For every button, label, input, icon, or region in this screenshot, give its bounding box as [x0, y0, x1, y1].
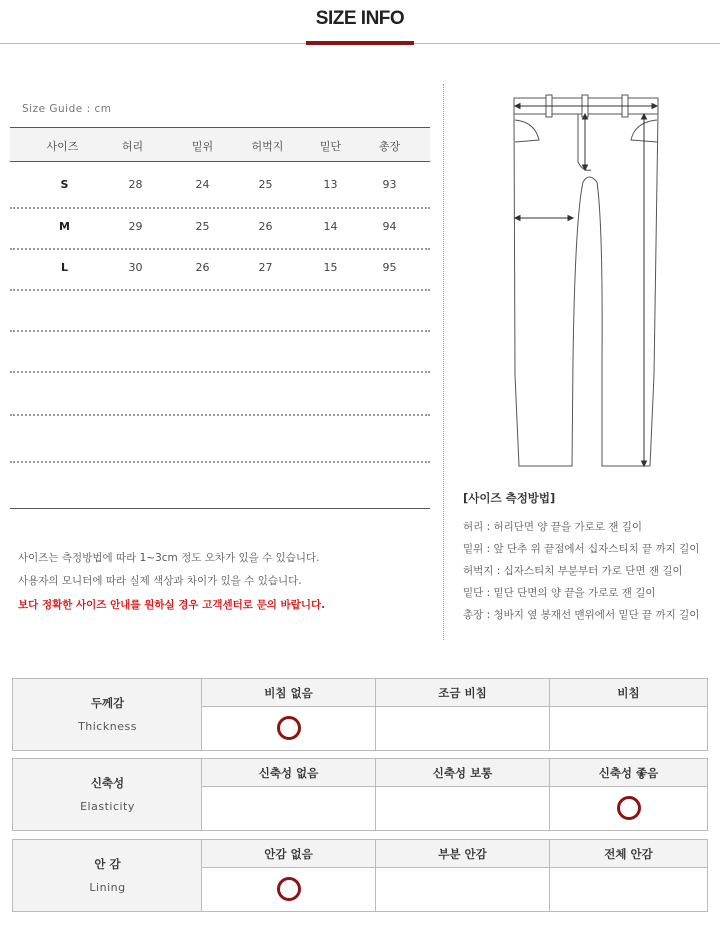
option-label: 비침: [550, 679, 707, 707]
column-header-length: 총장: [378, 140, 401, 153]
measuring-line-waist: 허리 : 허리단면 양 끝을 가로로 잰 길이: [463, 521, 643, 533]
hem-cell: 13: [323, 178, 338, 191]
column-header-rise: 밑위: [191, 140, 214, 153]
note-monitor-color: 사용자의 모니터에 따라 실제 색상과 차이가 있을 수 있습니다.: [18, 575, 302, 587]
page-title: SIZE INFO: [315, 8, 405, 29]
hem-cell: 15: [323, 261, 338, 274]
elasticity-option-none: [202, 759, 376, 830]
thigh-cell: 25: [258, 178, 273, 191]
size-guide-label: Size Guide : cm: [22, 103, 112, 115]
size-cell: S: [60, 178, 69, 191]
elasticity-option-good: [550, 759, 707, 830]
thickness-label-cell: [13, 679, 202, 750]
size-cell: M: [59, 220, 70, 233]
row-divider: [10, 289, 430, 291]
thickness-table: [12, 678, 708, 751]
column-header-waist: 허리: [121, 140, 144, 153]
lining-option-none: [202, 840, 376, 911]
size-cell: L: [60, 261, 68, 274]
waist-cell: 29: [128, 220, 143, 233]
elasticity-label-en: Elasticity: [80, 800, 135, 813]
pants-diagram-icon: [505, 90, 665, 472]
row-divider: [10, 461, 430, 463]
row-divider: [10, 330, 430, 332]
column-header-hem: 밑단: [319, 140, 342, 153]
table-row: [10, 166, 430, 207]
thickness-label-en: Thickness: [78, 720, 137, 733]
elasticity-label-cell: [13, 759, 202, 830]
thickness-option-see-through: [550, 679, 707, 750]
circle-outline-icon: [617, 796, 641, 820]
option-label: 안감 없음: [202, 840, 375, 868]
measuring-method-title: [사이즈 측정방법]: [463, 491, 556, 505]
measuring-line-hem: 밑단 : 밑단 단면의 양 끝을 가로로 잰 길이: [463, 587, 656, 599]
notice-contact-service: 보다 정확한 사이즈 안내를 원하실 경우 고객센터로 문의 바랍니다.: [18, 599, 326, 611]
waist-cell: 30: [128, 261, 143, 274]
column-header-size: 사이즈: [46, 140, 79, 153]
circle-outline-icon: [277, 716, 301, 740]
row-divider: [10, 371, 430, 373]
lining-label-cell: [13, 840, 202, 911]
waist-cell: 28: [128, 178, 143, 191]
thickness-label: 두께감: [90, 696, 125, 710]
hem-cell: 14: [323, 220, 338, 233]
thigh-cell: 27: [258, 261, 273, 274]
option-label: 전체 안감: [550, 840, 707, 868]
length-cell: 95: [382, 261, 397, 274]
option-label: 신축성 보통: [376, 759, 549, 787]
section-divider: [443, 84, 444, 640]
lining-option-full: [550, 840, 707, 911]
length-cell: 94: [382, 220, 397, 233]
length-cell: 93: [382, 178, 397, 191]
option-label: 신축성 없음: [202, 759, 375, 787]
header-accent-bar: [306, 41, 414, 45]
thickness-option-slight: [376, 679, 550, 750]
note-measurement-error: 사이즈는 측정방법에 따라 1~3cm 정도 오차가 있을 수 있습니다.: [18, 552, 320, 564]
lining-table: [12, 839, 708, 912]
option-label: 조금 비침: [376, 679, 549, 707]
measuring-line-length: 총장 : 청바지 옆 봉재선 맨위에서 밑단 끝 까지 길이: [463, 609, 700, 621]
thigh-cell: 26: [258, 220, 273, 233]
rise-cell: 25: [195, 220, 210, 233]
elasticity-table: [12, 758, 708, 831]
elasticity-label: 신축성: [90, 776, 125, 790]
measuring-line-rise: 밑위 : 앞 단추 위 끝점에서 십자스티치 끝 까지 길이: [463, 543, 700, 555]
size-table-bottom-border: [10, 508, 430, 509]
option-label: 부분 안감: [376, 840, 549, 868]
row-divider: [10, 414, 430, 416]
lining-option-partial: [376, 840, 550, 911]
option-label: 신축성 좋음: [550, 759, 707, 787]
size-table-header: [10, 127, 430, 162]
lining-label-en: Lining: [89, 881, 126, 894]
thickness-option-none: [202, 679, 376, 750]
rise-cell: 24: [195, 178, 210, 191]
table-row: [10, 208, 430, 249]
table-row: [10, 249, 430, 290]
circle-outline-icon: [277, 877, 301, 901]
elasticity-option-normal: [376, 759, 550, 830]
rise-cell: 26: [195, 261, 210, 274]
measuring-line-thigh: 허벅지 : 십자스티치 부분부터 가로 단면 잰 길이: [463, 565, 683, 577]
column-header-thigh: 허벅지: [251, 140, 284, 153]
lining-label: 안 감: [94, 857, 121, 871]
option-label: 비침 없음: [202, 679, 375, 707]
